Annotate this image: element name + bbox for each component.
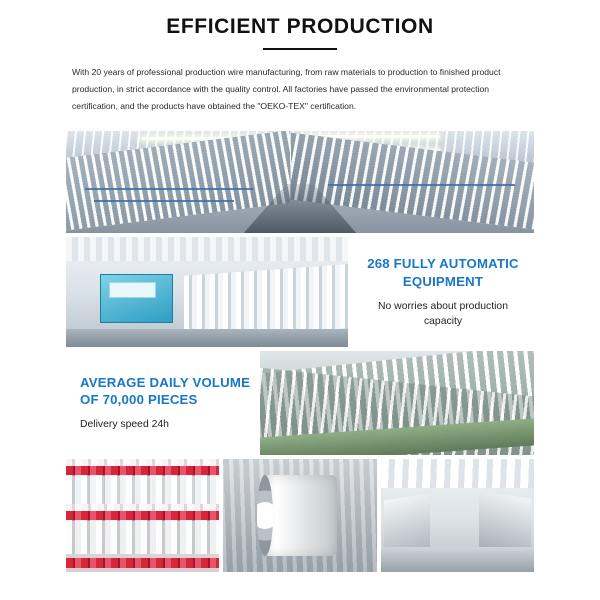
page-header [0,0,600,50]
equipment-text-panel [352,237,534,347]
equipment-heading: 268 FULLY AUTOMATIC EQUIPMENT [367,256,519,289]
winder-image [66,237,348,347]
grid-row-3 [66,351,534,455]
spinning-frame-image [260,351,534,455]
volume-subtext: Delivery speed 24h [80,419,169,431]
workshop-image [381,459,534,572]
equipment-subtext: No worries about production capacity [378,300,508,327]
page-title: EFFICIENT PRODUCTION [166,15,434,38]
content-grid [66,131,534,572]
grid-row-2 [66,237,534,347]
mill-hall-image [66,131,534,233]
title-underline-divider [263,48,337,50]
roll-image [223,459,376,572]
bottles-image [66,459,219,572]
volume-heading: AVERAGE DAILY VOLUME OF 70,000 PIECES [80,374,251,408]
intro-paragraph: With 20 years of professional production wire manufacturing, from raw materials to production to finished product production, in strict accordance with the quality control. All factories have passed the environmental protection certification, and the products have obtained the "OEKO-TEX" certification. [72,67,501,111]
grid-row-4 [66,459,534,572]
volume-text-panel [66,351,256,455]
grid-row-1 [66,131,534,233]
